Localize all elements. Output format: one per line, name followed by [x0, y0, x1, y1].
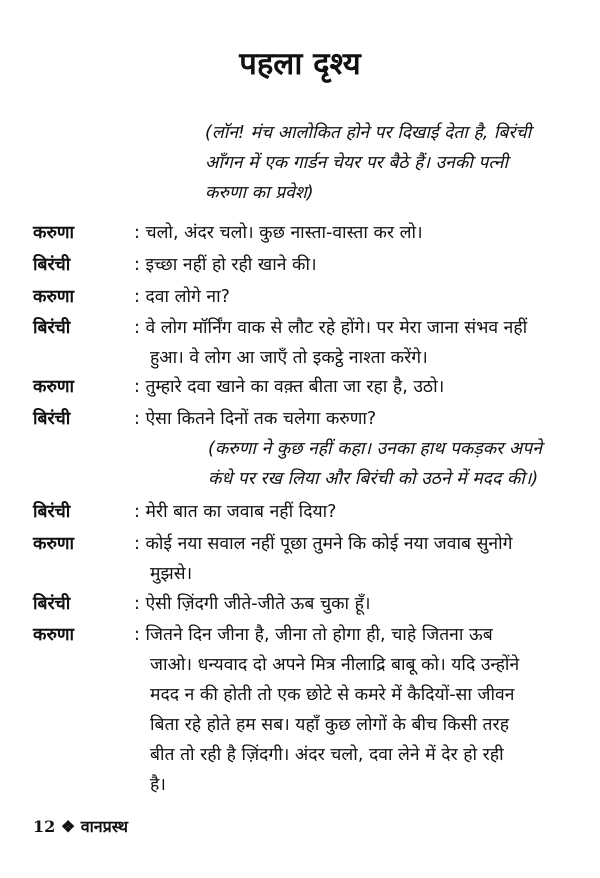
dialogue-line: बिता रहे होते हम सब। यहाँ कुछ लोगों के बीच किसी तरह: [150, 715, 509, 735]
dialogue-line: मुझसे।: [150, 564, 193, 584]
speaker-name: बिरंची: [33, 502, 71, 522]
book-title: वानप्रस्थ: [80, 817, 128, 836]
dialogue-text: [134, 250, 576, 280]
dialogue-line: : वे लोग मॉर्निंग वाक से लौट रहे होंगे। पर मेरा जाना संभव नहीं: [134, 318, 528, 338]
inline-stage-direction: (करुणा ने कुछ नहीं कहा। उनका हाथ पकड़कर अपने: [208, 439, 542, 459]
speaker-name: बिरंची: [33, 318, 71, 338]
dialogue-text: [134, 372, 576, 402]
dialogue-line: : कोई नया सवाल नहीं पूछा तुमने कि कोई नया जवाब सुनोगे: [134, 534, 513, 554]
scene-title: पहला दृश्य: [239, 46, 361, 82]
ornament-icon: ❖: [60, 817, 76, 836]
page-footer: [33, 815, 128, 837]
dialogue-line: : दवा लोगे ना?: [134, 287, 230, 307]
stage-line: आँगन में एक गार्डन चेयर पर बैठे हैं। उनकी पत्नी: [205, 153, 508, 173]
dialogue-line: हुआ। वे लोग आ जाएँ तो इकट्ठे नाश्ता करेंगे।: [150, 348, 428, 368]
speaker-name: बिरंची: [33, 409, 71, 429]
dialogue-text: [134, 404, 576, 494]
dialogue-line: : जितने दिन जीना है, जीना तो होगा ही, चाहे जितना ऊब: [134, 625, 493, 645]
dialogue-line: : ऐसा कितने दिनों तक चलेगा करुणा?: [134, 409, 377, 429]
dialogue-text: [134, 589, 576, 619]
stage-line: (लॉन! मंच आलोकित होने पर दिखाई देता है, बिरंची: [205, 123, 532, 143]
inline-stage-direction: कंधे पर रख लिया और बिरंची को उठने में मदद की।): [208, 469, 539, 489]
dialogue-line: : इच्छा नहीं हो रही खाने की।: [134, 255, 317, 275]
dialogue-text: [134, 497, 576, 527]
dialogue-line: है।: [150, 775, 166, 795]
speaker-name: करुणा: [33, 534, 75, 554]
stage-line: करुणा का प्रवेश): [205, 183, 314, 203]
dialogue-line: जाओ। धन्यवाद दो अपने मित्र नीलाद्रि बाबू को। यदि उन्होंने: [150, 655, 520, 675]
dialogue-line: बीत तो रही है ज़िंदगी। अंदर चलो, दवा लेने में देर हो रही: [150, 745, 504, 765]
dialogue-line: : चलो, अंदर चलो। कुछ नास्ता-वास्ता कर लो।: [134, 223, 423, 243]
dialogue-text: [134, 620, 576, 800]
speaker-name: करुणा: [33, 377, 75, 397]
speaker-name: करुणा: [33, 287, 75, 307]
dialogue-line: : ऐसी ज़िंदगी जीते-जीते ऊब चुका हूँ।: [134, 594, 371, 614]
opening-stage-direction: [205, 118, 575, 208]
speaker-name: बिरंची: [33, 255, 71, 275]
speaker-name: करुणा: [33, 625, 75, 645]
dialogue-line: मदद न की होती तो एक छोटे से कमरे में कैदियों-सा जीवन: [150, 685, 515, 705]
dialogue-text: [134, 529, 576, 589]
dialogue-text: [134, 282, 576, 312]
speaker-name: करुणा: [33, 223, 75, 243]
dialogue-line: : तुम्हारे दवा खाने का वक़्त बीता जा रहा है, उठो।: [134, 377, 445, 397]
dialogue-text: [134, 313, 576, 373]
dialogue-line: : मेरी बात का जवाब नहीं दिया?: [134, 502, 337, 522]
dialogue-text: [134, 218, 576, 248]
page-number: 12: [33, 817, 56, 836]
speaker-name: बिरंची: [33, 594, 71, 614]
